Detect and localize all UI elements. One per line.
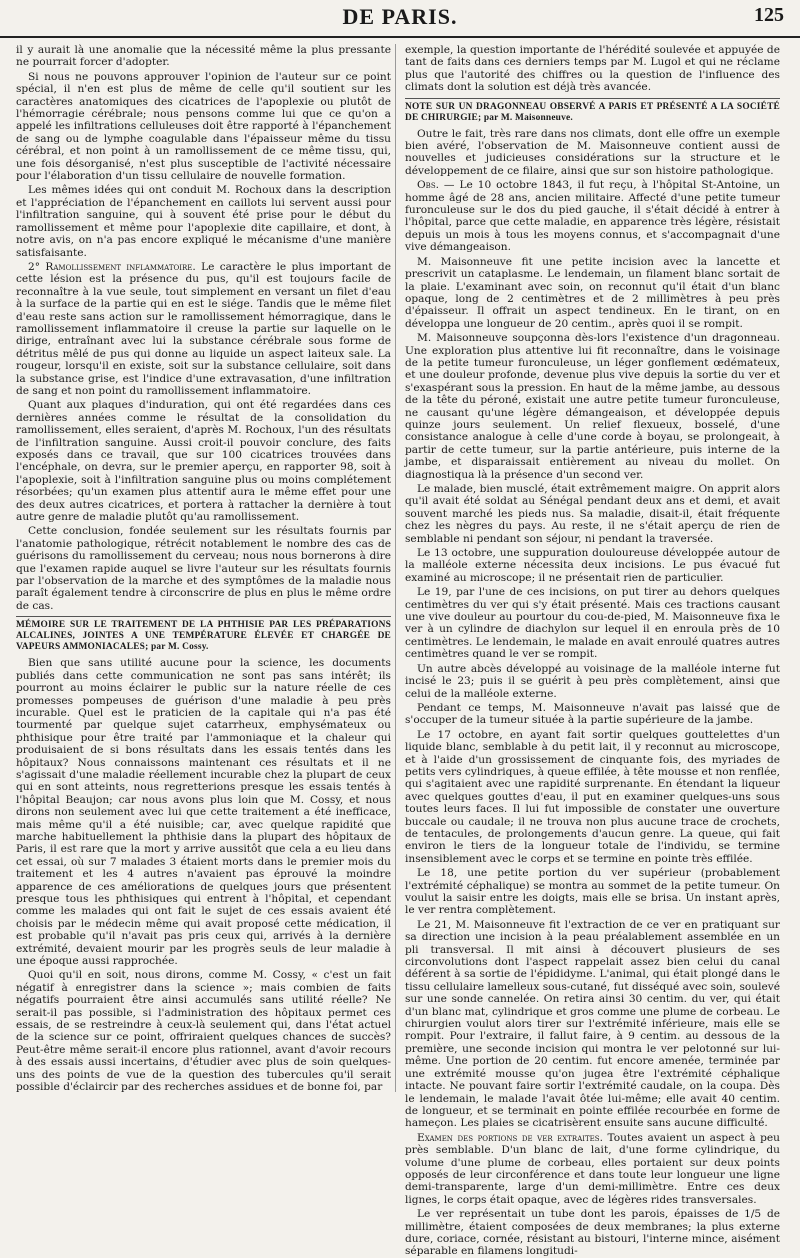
paragraph (405, 179, 780, 253)
page-header (0, 0, 800, 38)
paragraph: Le 13 octobre, une suppuration douloureuse développée autour de la malléole externe nécessita deux incisions. Le pus évacué fut examiné au microscope; il ne présentait rien de particulier. (405, 547, 780, 584)
paragraph: Le 17 octobre, en ayant fait sortir quelques gouttelettes d'un liquide blanc, semblable à du petit lait, il y reconnut au microscope, et à l'aide d'un grossissement de cinquante fois, des myriades de petits vers cylindriques, à queue effilée, à tête mousse et non renflée, qui s'agitaient avec une rapidité surprenante. En étendant la liqueur avec quelques gouttes d'eau, il put en examiner quelques-uns sous toutes leurs faces. Il lui fut impossible de constater une ouverture buccale ou caudale; il ne trouva non plus aucune trace de crochets, de tentacules, de prolongements d'aucun genre. La queue, qui fait environ le tiers de la longueur totale de l'individu, se termine insensiblement avec le corps et se termine en pointe très effilée. (405, 728, 780, 865)
paragraph-text: Le 10 octobre 1843, il fut reçu, à l'hôpital St-Antoine, un homme âgé de 28 ans, ancien militaire. Affecté d'une petite tumeur furonculeuse sur le dos du pied gauche, il s'était décidé à entrer à l'hôpital, parce que cette maladie, en apparence très légère, résistait depuis un mois à tous les moyens connus, et s'accompagnait d'une vive démangeaison. (405, 179, 780, 254)
paragraph: Cette conclusion, fondée seulement sur les résultats fournis par l'anatomie pathologique, rétrécit notablement le nombre des cas de guérisons du ramollissement du cerveau; nous nous bornerons à dire que l'examen rapide auquel se livre l'auteur sur les résultats fournis par l'observation de la marche et des symptômes de la maladie nous paraît également tendre à circonscrire de plus en plus le même ordre de cas. (16, 525, 391, 612)
paragraph: Quant aux plaques d'induration, qui ont été regardées dans ces dernières années comme le résultat de la consolidation du ramollissement, elles seraient, d'après M. Rochoux, l'un des résultats de l'infiltration sanguine. Aussi croit-il pouvoir conclure, des faits exposés dans ce travail, que sur 100 cicatrices trouvées dans l'encéphale, on devra, sur le premier aperçu, en rapporter 98, soit à l'apoplexie, soit à l'infiltration sanguine plus ou moins complétement résorbées; qu'un examen plus attentif aura le même effet pour une des deux autres cicatrices, et portera à rattacher la dernière à tout autre genre de maladie plutôt qu'au ramollissement. (16, 399, 391, 524)
paragraph: Les mêmes idées qui ont conduit M. Rochoux dans la description et l'appréciation de l'épanchement en caillots lui servent aussi pour l'infiltration sanguine, qui à souvent été prise pour le début du ramollissement et même pour l'apoplexie dite capillaire, et dont, à notre avis, on n'a pas encore expliqué le mécanisme d'une manière satisfaisante. (16, 184, 391, 259)
subsection-lead: Examen des portions de ver extraites. (417, 1131, 603, 1144)
paragraph (405, 1132, 780, 1206)
left-column (16, 44, 391, 1092)
paragraph: Le malade, bien musclé, était extrêmement maigre. On apprit alors qu'il avait été soldat au Sénégal pendant deux ans et demi, et avait souvent marché les pieds nus. Sa maladie, disait-il, était fréquente chez les nègres du pays. Au reste, il ne s'était aperçu de rien de semblable ni pendant son séjour, ni pendant la traversée. (405, 483, 780, 545)
column-divider (395, 44, 396, 1092)
section-title: NOTE SUR UN DRAGONNEAU OBSERVÉ A PARIS ET PRÉSENTÉ A LA SOCIÉTÉ DE CHIRURGIE; par M. Maisonneuve. (405, 98, 780, 124)
paragraph-text: Le caractère le plus important de cette lésion est la présence du pus, qu'il est toujours facile de reconnaître à la vue seule, tout simplement en versant un filet d'eau à la surface de la partie qui en est le siége. Tandis que le même filet d'eau reste sans action sur le ramollissement hémorragique, dans le ramollissement inflammatoire il creuse la partie sur laquelle on le dirige, entraînant avec lui la substance cérébrale sous forme de détritus mêlé de pus qui donne au liquide un aspect laiteux sale. La rougeur, lorsqu'il en existe, soit sur la substance cellulaire, soit dans la substance grise, est l'indice d'une extravasation, d'une infiltration de sang et non point du ramollissement inflammatoire. (16, 260, 391, 397)
paragraph: il y aurait là une anomalie que la nécessité même la plus pressante ne pourrait forcer d'adopter. (16, 44, 391, 69)
paragraph: exemple, la question importante de l'hérédité soulevée et appuyée de tant de faits dans ces derniers temps par M. Lugol et qui ne réclame plus que l'autorité des chiffres ou la question de l'influence des climats dont la solution est déjà très avancée. (405, 44, 780, 94)
paragraph: M. Maisonneuve fit une petite incision avec la lancette et prescrivit un cataplasme. Le lendemain, un filament blanc sortait de la plaie. L'examinant avec soin, on reconnut qu'il était d'un blanc opaque, long de 2 centimètres et de 2 millimètres à peu près d'épaisseur. Il offrait un aspect tendineux. En le tirant, on en développa une longueur de 20 centim., après quoi il se rompit. (405, 255, 780, 330)
paragraph: Outre le fait, très rare dans nos climats, dont elle offre un exemple bien avéré, l'observation de M. Maisonneuve contient aussi de nouvelles et judicieuses considérations sur la structure et le développement de ce filaire, ainsi que sur son histoire pathologique. (405, 127, 780, 177)
paragraph (16, 261, 391, 397)
paragraph: Si nous ne pouvons approuver l'opinion de l'auteur sur ce point spécial, il n'en est plus de même de celle qu'il soutient sur les caractères anatomiques des cicatrices de l'apoplexie ou plutôt de l'hémorragie cérébrale; nous pensons comme lui que ce qu'on a appelé les infiltrations celluleuses doit être rapporté à l'épanchement de sang ou de lymphe coagulable dans l'épaisseur même du tissu cérébral, et non point à un ramollissement de ce même tissu, qui, une fois désorganisé, n'est plus susceptible de l'activité nécessaire pour l'élaboration d'un tissu cellulaire de nouvelle formation. (16, 70, 391, 183)
paragraph: M. Maisonneuve soupçonna dès-lors l'existence d'un dragonneau. Une exploration plus attentive lui fit reconnaître, dans le voisinage de la petite tumeur furonculeuse, un léger gonflement œdémateux, et une douleur profonde, devenue plus vive depuis la sortie du ver et s'exaspérant sous la pression. En haut de la même jambe, au dessous de la tête du péroné, existait une autre petite tumeur furonculeuse, ne causant qu'une légère démangeaison, et développée depuis quinze jours seulement. Un relief flexueux, bosselé, d'une consistance analogue à celle d'une corde à boyau, se prolongeait, à partir de cette tumeur, sur la partie antérieure, puis interne de la jambe, et disparaissait entièrement au niveau du mollet. On diagnostiqua là la présence d'un second ver. (405, 332, 780, 481)
paragraph: Le 19, par l'une de ces incisions, on put tirer au dehors quelques centimètres du ver qui s'y était présenté. Mais ces tractions causant une vive douleur au pourtour du cou-de-pied, M. Maisonneuve fixa le ver à un cylindre de diachylon sur lequel il en enroula près de 10 centimètres. Le lendemain, le malade en avait enroulé quatres autres centimètres quand le ver se rompit. (405, 586, 780, 661)
paragraph: Pendant ce temps, M. Maisonneuve n'avait pas laissé que de s'occuper de la tumeur située à la partie supérieure de la jambe. (405, 701, 780, 727)
paragraph: Le 18, une petite portion du ver supérieur (probablement l'extrémité céphalique) se montra au sommet de la petite tumeur. On voulut la saisir entre les doigts, mais elle se brisa. Un instant après, le ver rentra complètement. (405, 867, 780, 917)
subsection-lead: 2° Ramollissement inflammatoire. (28, 260, 196, 273)
paragraph: Un autre abcès développé au voisinage de la malléole interne fut incisé le 23; puis il se guérit à peu près complètement, ainsi que celui de la malléole externe. (405, 662, 780, 700)
paragraph: Bien que sans utilité aucune pour la science, les documents publiés dans cette communication ne sont pas sans intérêt; ils pourront au moins éclairer le public sur la nature réelle de ces promesses pompeuses de guérison d'une maladie à peu près incurable. Quel est le praticien de la capitale qui n'a pas été tourmenté par quelque sujet catarrheux, emphysémateux ou phthisique pour être traité par l'ammoniaque et la chaleur qui produisaient de si bons résultats dans les essais tentés dans les hôpitaux? Nous connaissons maintenant ces résultats et il ne s'agissait d'une maladie réellement incurable chez la plupart de ceux qui en sont atteints, nous regretterions presque les essais tentés à l'hôpital Beaujon; car nous avons plus loin que M. Cossy, et nous dirons non seulement avec lui que cette traitement a été inefficace, mais même qu'il a été nuisible; car, avec quelque rapidité que marche habituellement la phthisie dans la plupart des hôpitaux de Paris, il est rare que la mort y arrive aussitôt que cela a eu lieu dans cet essai, où sur 7 malades 3 étaient morts dans le premier mois du traitement et les 4 autres n'avaient pas éprouvé la moindre apparence de ces améliorations de quelques jours que présentent presque tous les phthisiques qui entrent à l'hôpital, et cependant comme les malades qui ont fait le sujet de ces essais avaient été choisis par le médecin même qui avait proposé cette médication, il est probable qu'il n'avait pas pris ceux qui, arrivés à la dernière extrémité, devaient mourir par les progrès seuls de leur maladie à une époque aussi rapprochée. (16, 657, 391, 968)
section-title: MÉMOIRE SUR LE TRAITEMENT DE LA PHTHISIE PAR LES PRÉPARATIONS ALCALINES, JOINTES A UNE TEMPÉRATURE ÉLEVÉE ET CHARGÉE DE VAPEURS AMMONIACALES; par M. Cossy. (16, 616, 391, 653)
running-title: DE PARIS. (342, 4, 458, 29)
subsection-lead: Obs. — (417, 179, 455, 192)
paragraph-text: Toutes avaient un aspect à peu près semblable. D'un blanc de lait, d'une forme cylindrique, du volume d'une plume de corbeau, elles portaient sur deux points opposés de leur circonférence et dans toute leur longueur une ligne demi-transparente, large d'un demi-millimètre. Entre ces deux lignes, le corps était opaque, avec de légères rides transversales. (405, 1131, 780, 1206)
paragraph: Le ver représentait un tube dont les parois, épaisses de 1/5 de millimètre, étaient composées de deux membranes; la plus externe dure, coriace, cornée, résistant au bistouri, l'interne mince, aisément séparable en filamens longitudi- (405, 1208, 780, 1258)
paragraph: Le 21, M. Maisonneuve fit l'extraction de ce ver en pratiquant sur sa direction une incision à la peau préalablement assemblée en un pli transversal. Il mit ainsi à découvert plusieurs de ses circonvolutions dont l'aspect rappelait assez bien celui du canal déférent à sa sortie de l'épididyme. L'animal, qui était plongé dans le tissu cellulaire lamelleux sous-cutané, fut disséqué avec soin, soulevé sur une sonde cannelée. On retira ainsi 30 centim. du ver, qui était d'un blanc mat, cylindrique et gros comme une plume de corbeau. Le chirurgien voulut alors tirer sur l'extrémité inférieure, mais elle se rompit. Pour l'extraire, il fallut faire, à 9 centim. au dessous de la première, une seconde incision qui montra le ver pelotonné sur lui-même. Une portion de 20 centim. fut encore amenée, terminée par une extrémité mousse qu'on jugea être l'extrémité céphalique intacte. Ne pouvant faire sortir l'extrémité caudale, on la coupa. Dès le lendemain, le malade l'avait ôtée lui-même; elle avait 40 centim. de longueur, et se terminait en pointe effilée recourbée en forme de hameçon. Les plaies se cicatrisèrent ensuite sans aucune difficulté. (405, 918, 780, 1130)
page-number: 125 (754, 4, 784, 26)
paragraph: Quoi qu'il en soit, nous dirons, comme M. Cossy, « c'est un fait négatif à enregistrer dans la science »; mais combien de faits négatifs pourraient être ainsi accumulés sans utilité réelle? Ne serait-il pas possible, si l'administration des hôpitaux permet ces essais, de se restreindre à ceux-là seulement qui, dans l'état actuel de la science sur ce point, offriraient quelques chances de succès? Peut-être même serait-il encore plus rationnel, avant d'avoir recours à des essais aussi incertains, d'étudier avec plus de soin quelques-uns des points de vue de la question des tubercules qu'il serait possible d'éclaircir par des recherches assidues et de bonne foi, par (16, 969, 391, 1094)
right-column (405, 44, 780, 1258)
